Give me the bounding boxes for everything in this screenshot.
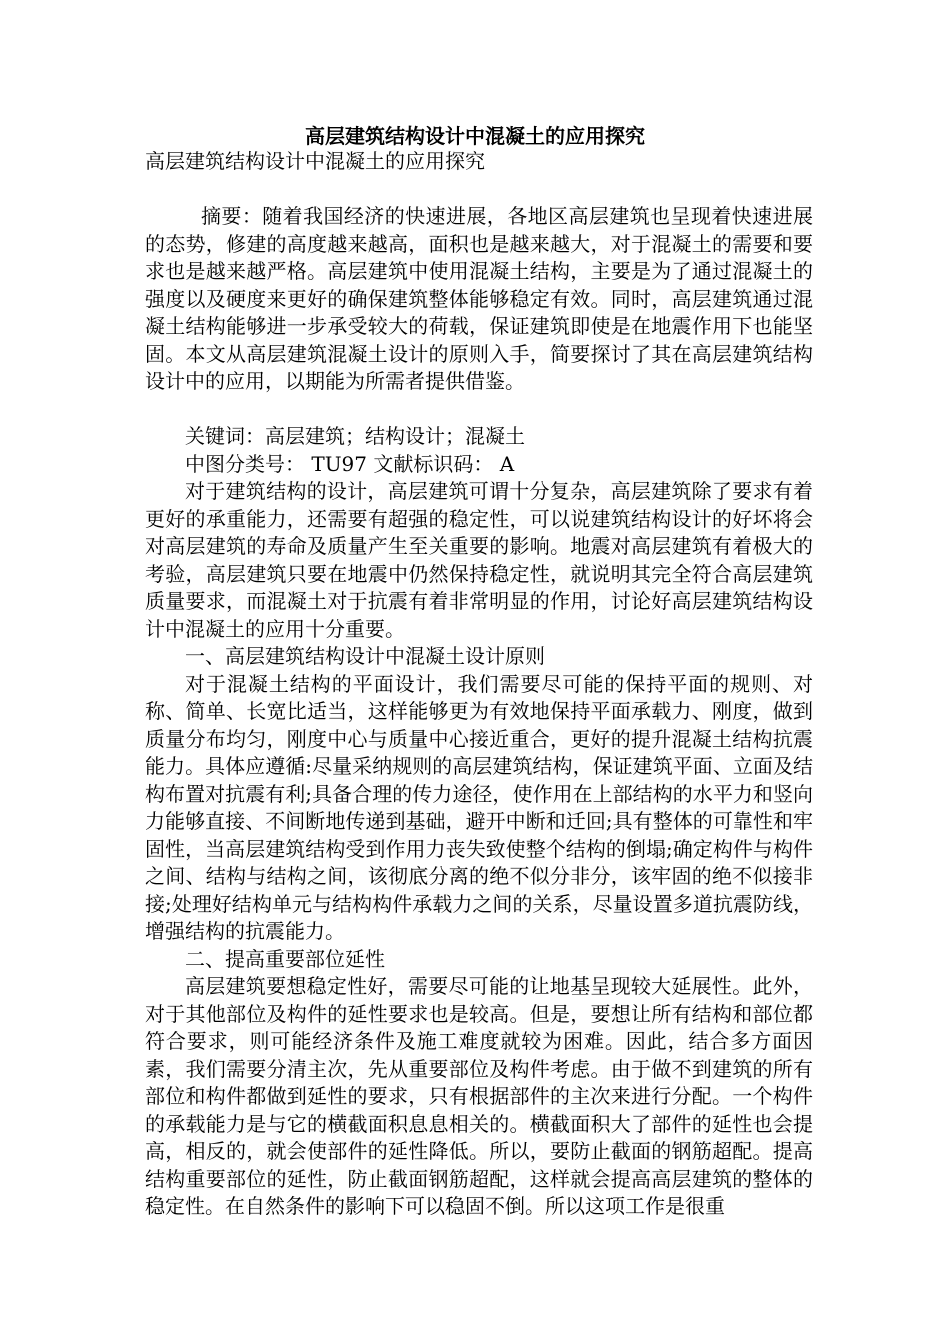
- section-2-heading: 二、提高重要部位延性: [185, 946, 385, 971]
- keywords-line: 关键词：高层建筑；结构设计；混凝土: [185, 424, 525, 448]
- abstract-paragraph: 摘要：随着我国经济的快速进展，各地区高层建筑也呈现着快速进展的态势，修建的高度越来越高，面积也是越来越大，对于混凝土的需要和要求也是越来越严格。高层建筑中使用混凝土结构，主要是为了通过混凝土的强度以及硬度来更好的确保建筑整体能够稳定有效。同时，高层建筑通过混凝土结构能够进一步承受较大的荷载，保证建筑即使是在地震作用下也能坚固。本文从高层建筑混凝土设计的原则入手，简要探讨了其在高层建筑结构设计中的应用，以期能为所需者提供借鉴。: [145, 204, 813, 393]
- section-1-paragraph: 对于混凝土结构的平面设计，我们需要尽可能的保持平面的规则、对称、简单、长宽比适当，这样能够更为有效地保持平面承载力、刚度，做到质量分布均匀，刚度中心与质量中心接近重合，更好的提升混凝土结构抗震能力。具体应遵循:尽量采纳规则的高层建筑结构，保证建筑平面、立面及结构布置对抗震有利;具备合理的传力途径，使作用在上部结构的水平力和竖向力能够直接、不间断地传递到基础，避开中断和迁回;具有整体的可靠性和牢固性，当高层建筑结构受到作用力丧失致使整个结构的倒塌;确定构件与构件之间、结构与结构之间，该彻底分离的绝不似分非分，该牢固的绝不似接非接;处理好结构单元与结构构件承载力之间的关系，尽量设置多道抗震防线，增强结构的抗震能力。: [145, 671, 813, 943]
- section-2-paragraph: 高层建筑要想稳定性好，需要尽可能的让地基呈现较大延展性。此外，对于其他部位及构件的延性要求也是较高。但是，要想让所有结构和部位都符合要求，则可能经济条件及施工难度就较为困难。因此，结合多方面因素，我们需要分清主次，先从重要部位及构件考虑。由于做不到建筑的所有部位和构件都做到延性的要求，只有根据部件的主次来进行分配。一个构件的承载能力是与它的横截面积息息相关的。横截面积大了部件的延性也会提高，相反的，就会使部件的延性降低。所以，要防止截面的钢筋超配。提高结构重要部位的延性，防止截面钢筋超配，这样就会提高高层建筑的整体的稳定性。在自然条件的影响下可以稳固不倒。所以这项工作是很重: [145, 974, 813, 1218]
- classification-line: 中图分类号： TU97 文献标识码： A: [185, 451, 515, 476]
- section-1-heading: 一、高层建筑结构设计中混凝土设计原则: [185, 644, 545, 668]
- document-subtitle: 高层建筑结构设计中混凝土的应用探究: [145, 149, 485, 173]
- document-title: 高层建筑结构设计中混凝土的应用探究: [305, 124, 645, 148]
- intro-paragraph: 对于建筑结构的设计，高层建筑可谓十分复杂，高层建筑除了要求有着更好的承重能力，还需要有超强的稳定性，可以说建筑结构设计的好坏将会对高层建筑的寿命及质量产生至关重要的影响。地震对高层建筑有着极大的考验，高层建筑只要在地震中仍然保持稳定性，就说明其完全符合高层建筑质量要求，而混凝土对于抗震有着非常明显的作用，讨论好高层建筑结构设计中混凝土的应用十分重要。: [145, 479, 813, 641]
- blank-line: [145, 176, 813, 204]
- document-body: [145, 148, 813, 1221]
- blank-line: [145, 396, 813, 424]
